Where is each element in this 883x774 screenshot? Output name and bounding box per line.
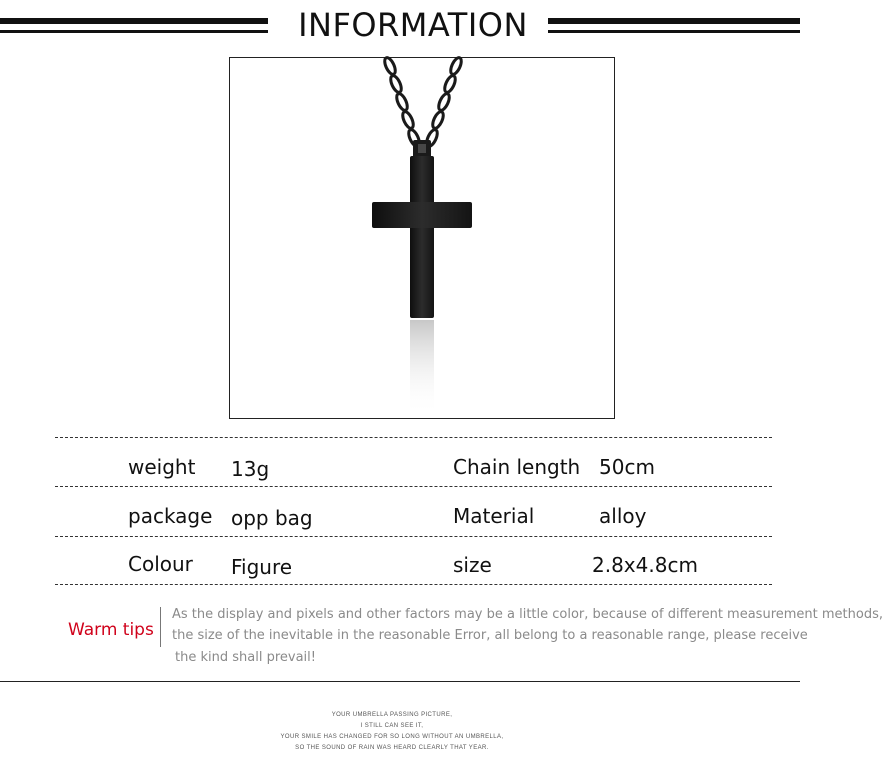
warm-tips-line: As the display and pixels and other factors may be a little color, because of different measurement methods, (172, 607, 883, 622)
table-divider (55, 536, 772, 537)
cross-necklace-icon (230, 58, 614, 418)
spec-value-package: opp bag (231, 506, 313, 530)
footer-poem-line: YOUR SMILE HAS CHANGED FOR SO LONG WITHOUT AN UMBRELLA, (280, 734, 504, 740)
warm-tips-line: the size of the inevitable in the reasonable Error, all belong to a reasonable range, please receive (172, 628, 808, 643)
spec-label-material: Material (453, 504, 535, 528)
spec-label-size: size (453, 553, 492, 577)
spec-value-material: alloy (599, 504, 647, 528)
footer-poem-line: SO THE SOUND OF RAIN WAS HEARD CLEARLY THAT YEAR. (295, 745, 489, 751)
spec-value-chain-length: 50cm (599, 455, 655, 479)
spec-label-package: package (128, 504, 213, 528)
warm-tips-line: the kind shall prevail! (175, 650, 316, 665)
table-divider (55, 486, 772, 487)
spec-label-weight: weight (128, 455, 196, 479)
spec-value-size: 2.8x4.8cm (592, 553, 698, 577)
header-decoration-right (548, 18, 800, 40)
warm-tips-separator (160, 607, 161, 647)
spec-value-colour: Figure (231, 555, 293, 579)
footer-divider (0, 681, 800, 682)
spec-label-chain-length: Chain length (453, 455, 581, 479)
table-divider (55, 437, 772, 438)
product-image-frame (229, 57, 615, 419)
spec-label-colour: Colour (128, 552, 193, 576)
spec-value-weight: 13g (231, 457, 270, 481)
footer-poem-line: YOUR UMBRELLA PASSING PICTURE, (331, 712, 453, 718)
page-title: INFORMATION (298, 6, 528, 44)
warm-tips-label: Warm tips (68, 620, 154, 640)
table-divider (55, 584, 772, 585)
header-decoration-left (0, 18, 268, 40)
footer-poem-line: I STILL CAN SEE IT, (360, 723, 424, 729)
